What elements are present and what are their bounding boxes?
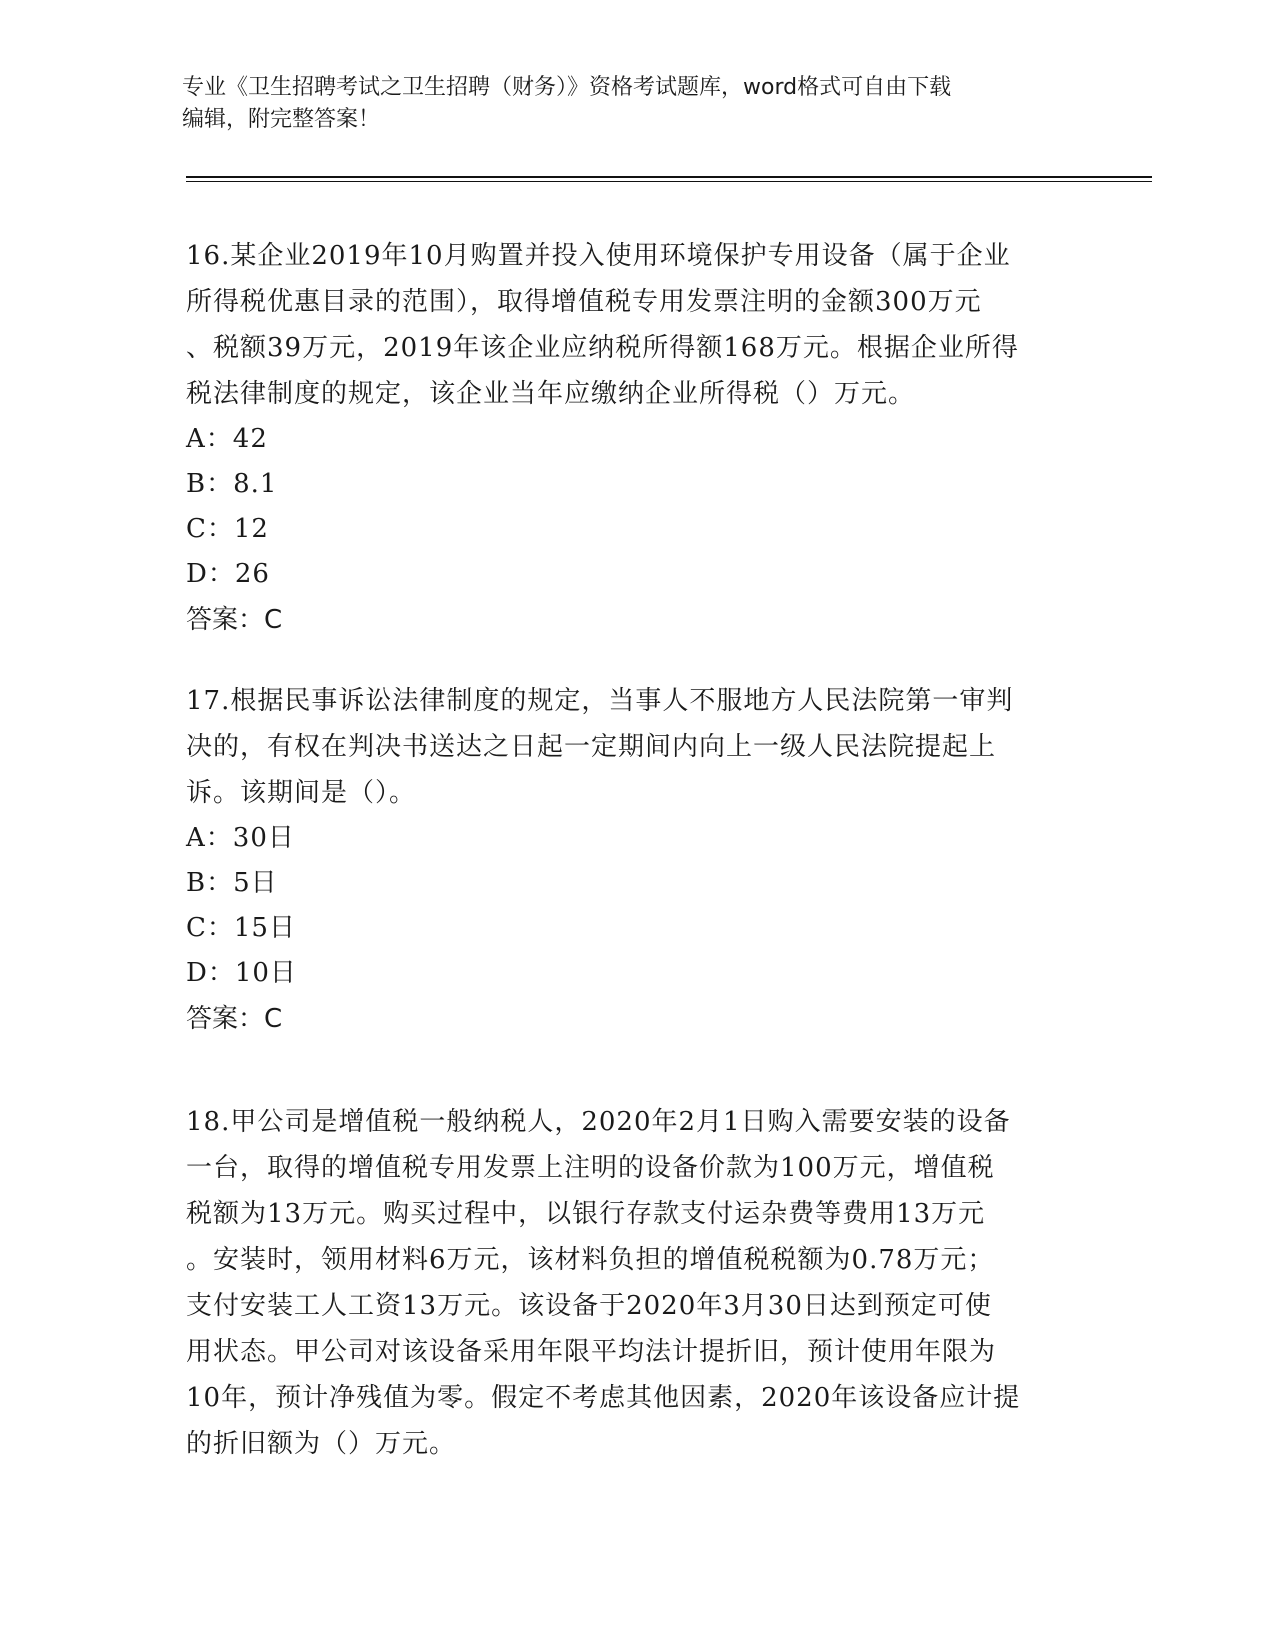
question-16-stem-line-3: 、税额39万元，2019年该企业应纳税所得额168万元。根据企业所得 bbox=[186, 333, 1019, 363]
question-18-stem-line-1: 18.甲公司是增值税一般纳税人，2020年2月1日购入需要安装的设备 bbox=[186, 1107, 1011, 1137]
question-17-option-c: C：15日 bbox=[186, 913, 296, 943]
question-17-option-d: D：10日 bbox=[186, 958, 297, 988]
question-18-stem-line-4: 。安装时，领用材料6万元，该材料负担的增值税税额为0.78万元； bbox=[186, 1245, 995, 1275]
question-16 bbox=[186, 233, 1086, 643]
question-16-stem-line-1: 16.某企业2019年10月购置并投入使用环境保护专用设备（属于企业 bbox=[186, 241, 1011, 271]
question-17-option-b: B：5日 bbox=[186, 868, 278, 898]
question-18-stem-line-8: 的折旧额为（）万元。 bbox=[186, 1429, 457, 1459]
question-16-answer: 答案：C bbox=[186, 605, 283, 635]
question-18-stem-line-6: 用状态。甲公司对该设备采用年限平均法计提折旧，预计使用年限为 bbox=[186, 1337, 997, 1367]
header-divider-top bbox=[186, 176, 1152, 178]
question-17-option-a: A：30日 bbox=[186, 823, 295, 853]
question-16-option-c: C：12 bbox=[186, 514, 269, 544]
question-16-option-a: A：42 bbox=[186, 424, 268, 454]
header-line-1: 专业《卫生招聘考试之卫生招聘（财务）》资格考试题库，word格式可自由下载 bbox=[182, 75, 952, 100]
header-divider-bottom bbox=[186, 181, 1152, 182]
question-18-stem-line-2: 一台，取得的增值税专用发票上注明的设备价款为100万元，增值税 bbox=[186, 1153, 995, 1183]
question-18-stem-line-7: 10年，预计净残值为零。假定不考虑其他因素，2020年该设备应计提 bbox=[186, 1383, 1021, 1413]
question-18-stem-line-5: 支付安装工人工资13万元。该设备于2020年3月30日达到预定可使 bbox=[186, 1291, 992, 1321]
question-17-stem-line-2: 决的，有权在判决书送达之日起一定期间内向上一级人民法院提起上 bbox=[186, 732, 997, 762]
question-16-option-d: D：26 bbox=[186, 559, 270, 589]
question-18 bbox=[186, 1099, 1086, 1467]
question-17 bbox=[186, 678, 1086, 1042]
header-line-2: 编辑，附完整答案！ bbox=[182, 107, 381, 132]
question-17-stem-line-1: 17.根据民事诉讼法律制度的规定，当事人不服地方人民法院第一审判 bbox=[186, 686, 1014, 716]
question-16-option-b: B：8.1 bbox=[186, 469, 278, 499]
question-16-stem-line-4: 税法律制度的规定，该企业当年应缴纳企业所得税（）万元。 bbox=[186, 379, 916, 409]
question-17-answer: 答案：C bbox=[186, 1004, 283, 1034]
question-18-stem-line-3: 税额为13万元。购买过程中，以银行存款支付运杂费等费用13万元 bbox=[186, 1199, 986, 1229]
question-17-stem-line-3: 诉。该期间是（）。 bbox=[186, 778, 417, 808]
question-16-stem-line-2: 所得税优惠目录的范围），取得增值税专用发票注明的金额300万元 bbox=[186, 287, 982, 317]
document-header bbox=[182, 72, 1062, 136]
